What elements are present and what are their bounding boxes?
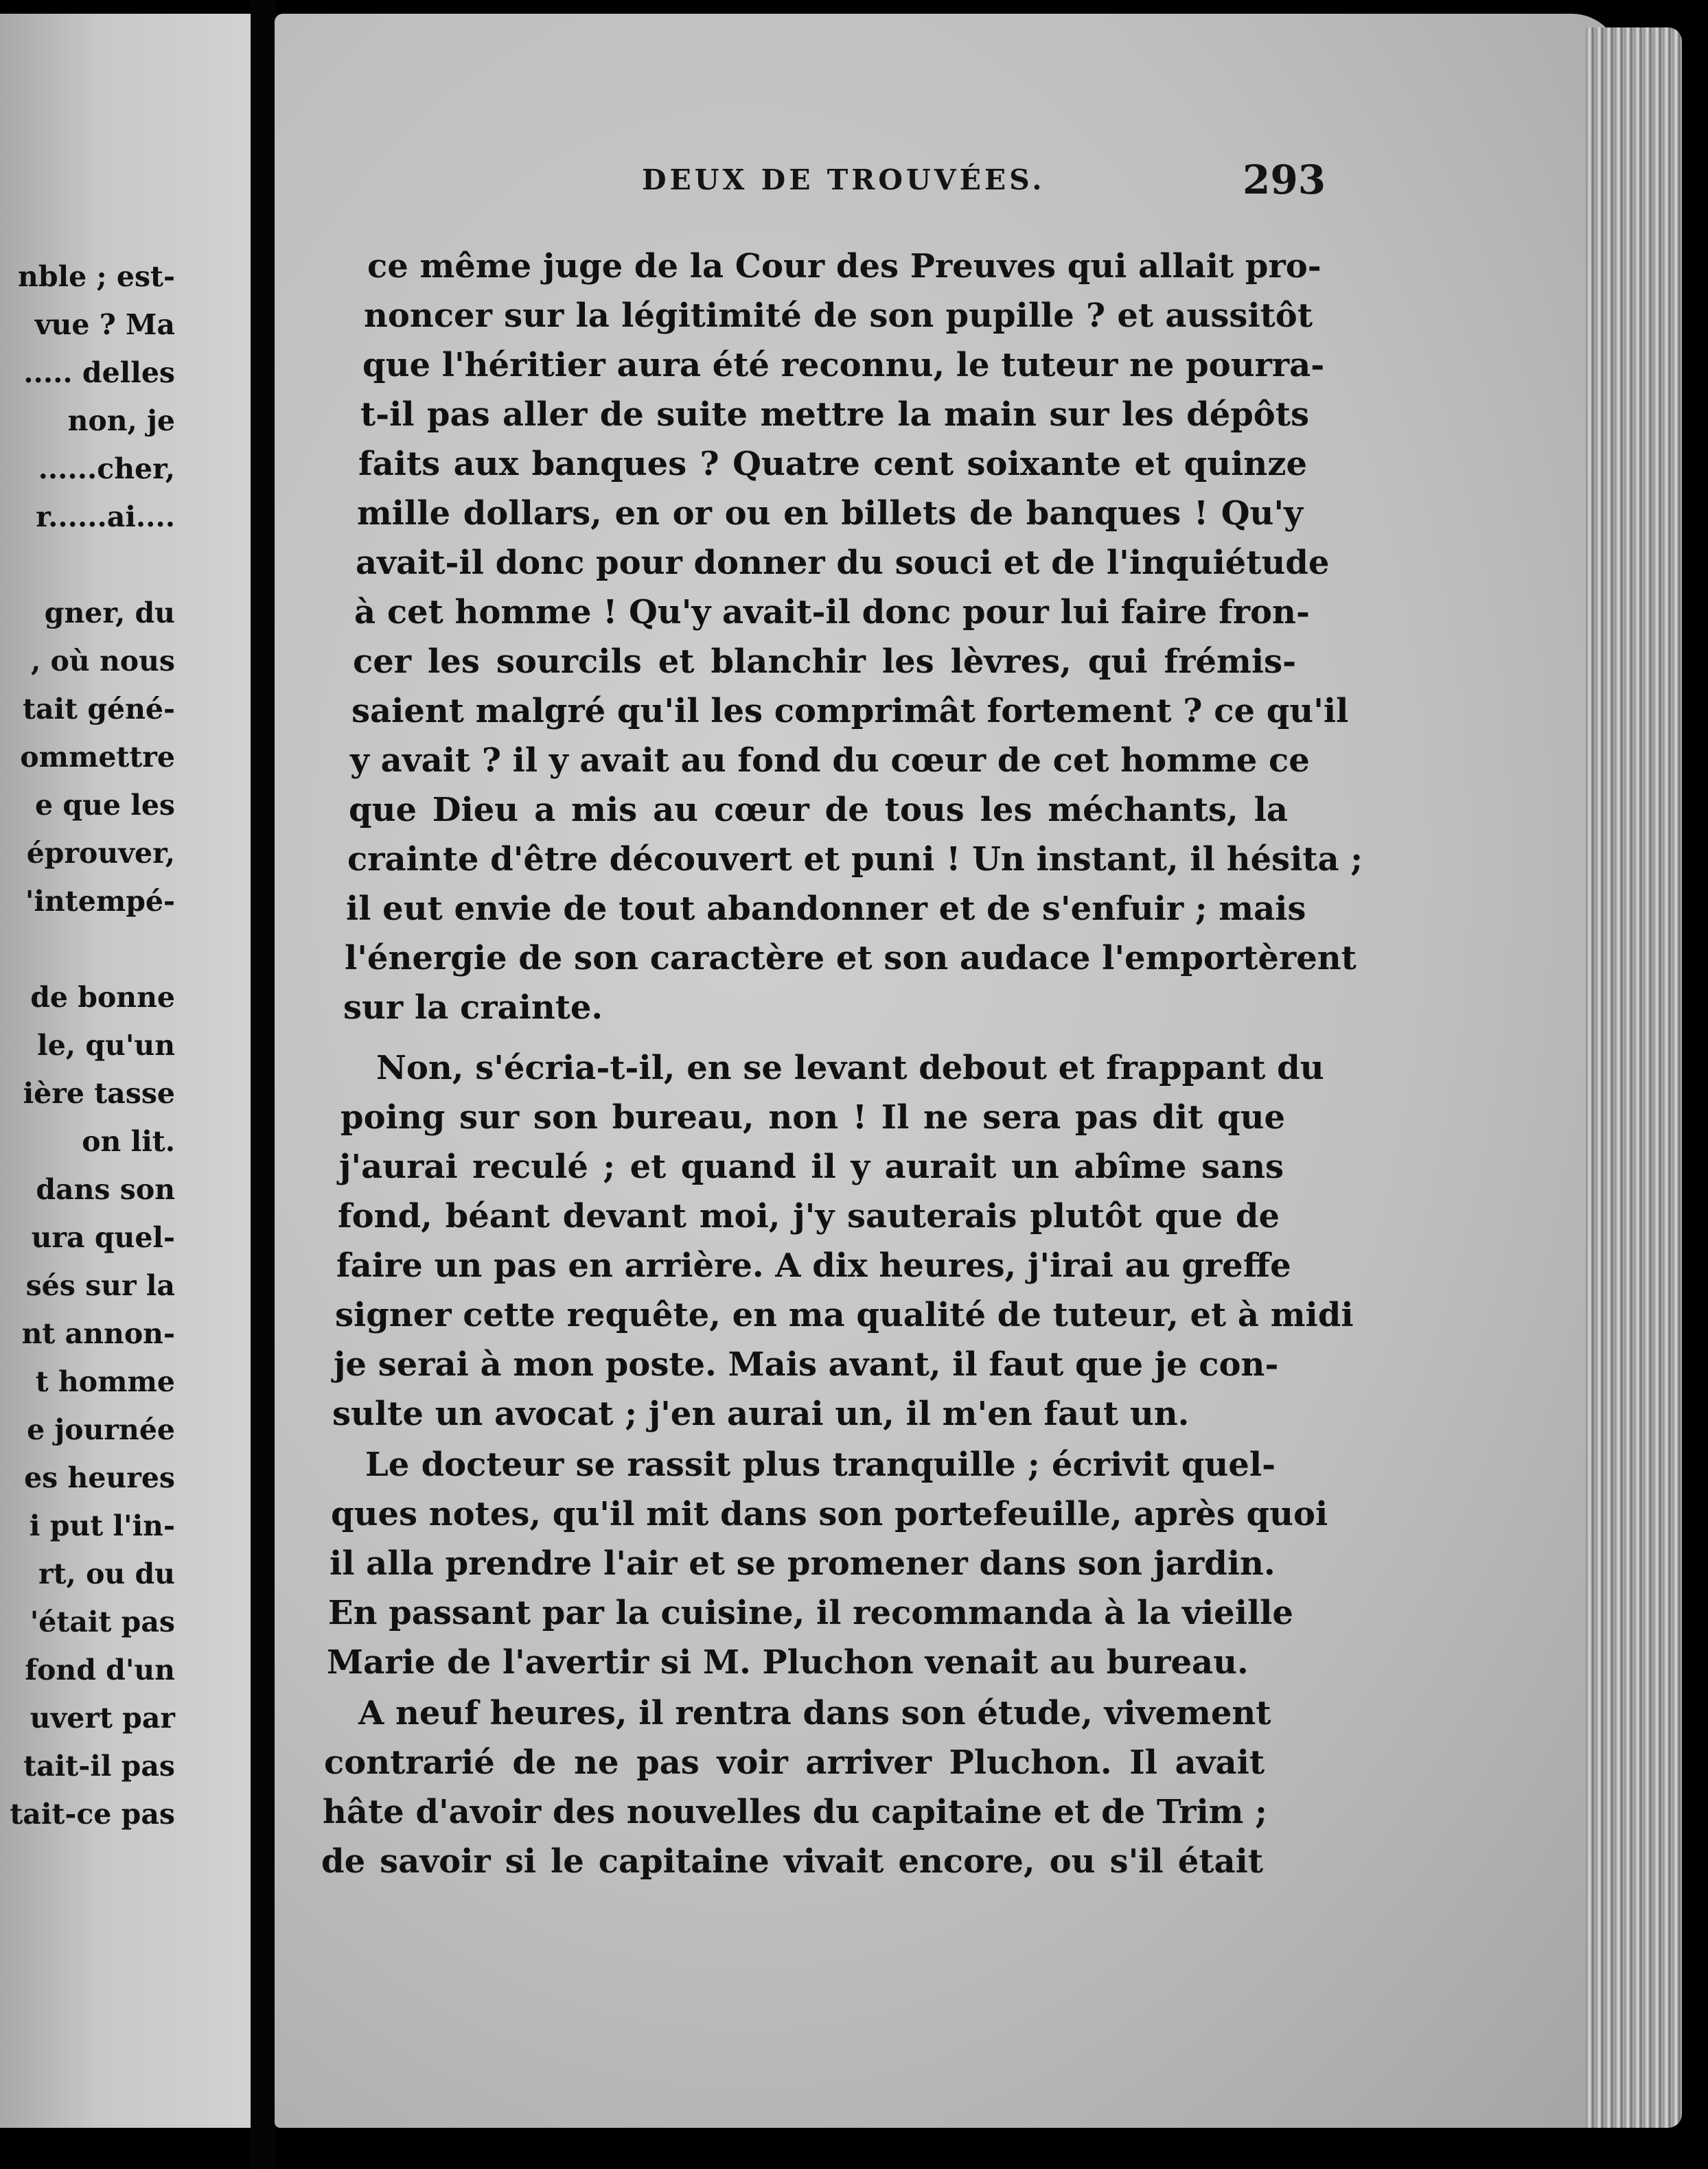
left-page-line: r......ai.... bbox=[36, 500, 175, 533]
text-line: que Dieu a mis au cœur de tous les méchants, la bbox=[349, 791, 1288, 829]
left-page-line: rt, ou du bbox=[38, 1557, 175, 1590]
left-page-line: ière tasse bbox=[23, 1077, 175, 1110]
page-edges bbox=[1586, 27, 1682, 2128]
text-line: ce même juge de la Cour des Preuves qui allait pro- bbox=[367, 247, 1322, 286]
text-line: ques notes, qu'il mit dans son portefeuille, après quoi bbox=[331, 1495, 1328, 1533]
left-page-line: ommettre bbox=[20, 741, 175, 774]
left-page-fragment bbox=[0, 14, 251, 2128]
text-line: poing sur son bureau, non ! Il ne sera pas dit que bbox=[341, 1098, 1285, 1137]
left-page-line: gner, du bbox=[44, 596, 175, 629]
left-page-line: vue ? Ma bbox=[34, 308, 175, 341]
left-page-line: on lit. bbox=[82, 1125, 175, 1158]
left-page-line: nt annon- bbox=[21, 1317, 175, 1350]
text-line: mille dollars, en or ou en billets de banques ! Qu'y bbox=[357, 494, 1303, 533]
text-line: de savoir si le capitaine vivait encore, ou s'il était bbox=[321, 1842, 1263, 1881]
left-page-line: es heures bbox=[24, 1461, 175, 1494]
left-page-line: fond d'un bbox=[25, 1654, 175, 1686]
page-number: 293 bbox=[1243, 156, 1326, 203]
left-page-line: nble ; est- bbox=[18, 260, 175, 293]
left-page-line: t homme bbox=[35, 1365, 175, 1398]
left-page-line: i put l'in- bbox=[29, 1509, 175, 1542]
text-line: Non, s'écria-t-il, en se levant debout et frappant du bbox=[376, 1049, 1324, 1087]
left-page-line: ......cher, bbox=[38, 452, 175, 485]
text-line: fond, béant devant moi, j'y sauterais plutôt que de bbox=[338, 1197, 1280, 1236]
text-line: il eut envie de tout abandonner et de s'enfuir ; mais bbox=[346, 890, 1306, 928]
left-page-line: e journée bbox=[27, 1413, 175, 1446]
left-page-line: , où nous bbox=[30, 645, 175, 677]
text-line: saient malgré qu'il les comprimât fortement ? ce qu'il bbox=[351, 692, 1349, 730]
text-line: à cet homme ! Qu'y avait-il donc pour lui faire fron- bbox=[354, 593, 1310, 631]
text-line: faire un pas en arrière. A dix heures, j'irai au greffe bbox=[336, 1246, 1291, 1285]
left-page-line: sés sur la bbox=[25, 1269, 175, 1302]
text-line: avait-il donc pour donner du souci et de l'inquiétude bbox=[356, 544, 1330, 582]
text-line: crainte d'être découvert et puni ! Un instant, il hésita ; bbox=[347, 840, 1363, 879]
left-page-line: dans son bbox=[36, 1173, 175, 1206]
left-page-line: éprouver, bbox=[26, 837, 175, 870]
text-line: y avait ? il y avait au fond du cœur de cet homme ce bbox=[350, 741, 1310, 780]
left-page-line: uvert par bbox=[30, 1702, 175, 1735]
left-page-line: de bonne bbox=[30, 981, 175, 1014]
text-line: signer cette requête, en ma qualité de tuteur, et à midi bbox=[335, 1296, 1354, 1334]
left-page-line: le, qu'un bbox=[37, 1029, 175, 1062]
text-line: noncer sur la légitimité de son pupille ? et aussitôt bbox=[364, 297, 1313, 335]
text-line: l'énergie de son caractère et son audace l'emportèrent bbox=[345, 939, 1357, 977]
text-line: cer les sourcils et blanchir les lèvres, qui frémis- bbox=[353, 642, 1296, 681]
left-page-line: tait géné- bbox=[23, 693, 175, 726]
left-page-line: 'était pas bbox=[30, 1605, 175, 1638]
text-line: sulte un avocat ; j'en aurai un, il m'en faut un. bbox=[332, 1395, 1190, 1433]
left-page-line: tait-il pas bbox=[23, 1750, 175, 1783]
left-page-line: ura quel- bbox=[31, 1221, 175, 1254]
text-line: que l'héritier aura été reconnu, le tuteur ne pourra- bbox=[362, 346, 1325, 384]
left-page-line: non, je bbox=[67, 404, 175, 437]
text-line: Le docteur se rassit plus tranquille ; écrivit quel- bbox=[365, 1446, 1276, 1484]
left-page-line: 'intempé- bbox=[25, 885, 175, 918]
left-page-line: e que les bbox=[35, 789, 175, 822]
text-line: faits aux banques ? Quatre cent soixante et quinze bbox=[358, 445, 1307, 483]
text-line: t-il pas aller de suite mettre la main sur les dépôts bbox=[360, 395, 1309, 434]
text-line: A neuf heures, il rentra dans son étude, vivement bbox=[358, 1694, 1271, 1732]
text-line: il alla prendre l'air et se promener dans son jardin. bbox=[330, 1544, 1276, 1583]
text-line: sur la crainte. bbox=[343, 988, 603, 1027]
text-line: je serai à mon poste. Mais avant, il faut que je con- bbox=[334, 1345, 1279, 1384]
text-line: j'aurai reculé ; et quand il y aurait un abîme sans bbox=[339, 1148, 1284, 1186]
book-gutter bbox=[251, 0, 277, 2169]
text-line: En passant par la cuisine, il recommanda à la vieille bbox=[328, 1594, 1293, 1632]
left-page-line: ..... delles bbox=[23, 356, 175, 389]
text-line: contrarié de ne pas voir arriver Pluchon. Il avait bbox=[324, 1743, 1265, 1782]
text-line: hâte d'avoir des nouvelles du capitaine et de Trim ; bbox=[323, 1793, 1267, 1831]
text-line: Marie de l'avertir si M. Pluchon venait au bureau. bbox=[327, 1643, 1249, 1682]
running-header: DEUX DE TROUVÉES. bbox=[642, 163, 1046, 196]
left-page-line: tait-ce pas bbox=[10, 1798, 175, 1831]
